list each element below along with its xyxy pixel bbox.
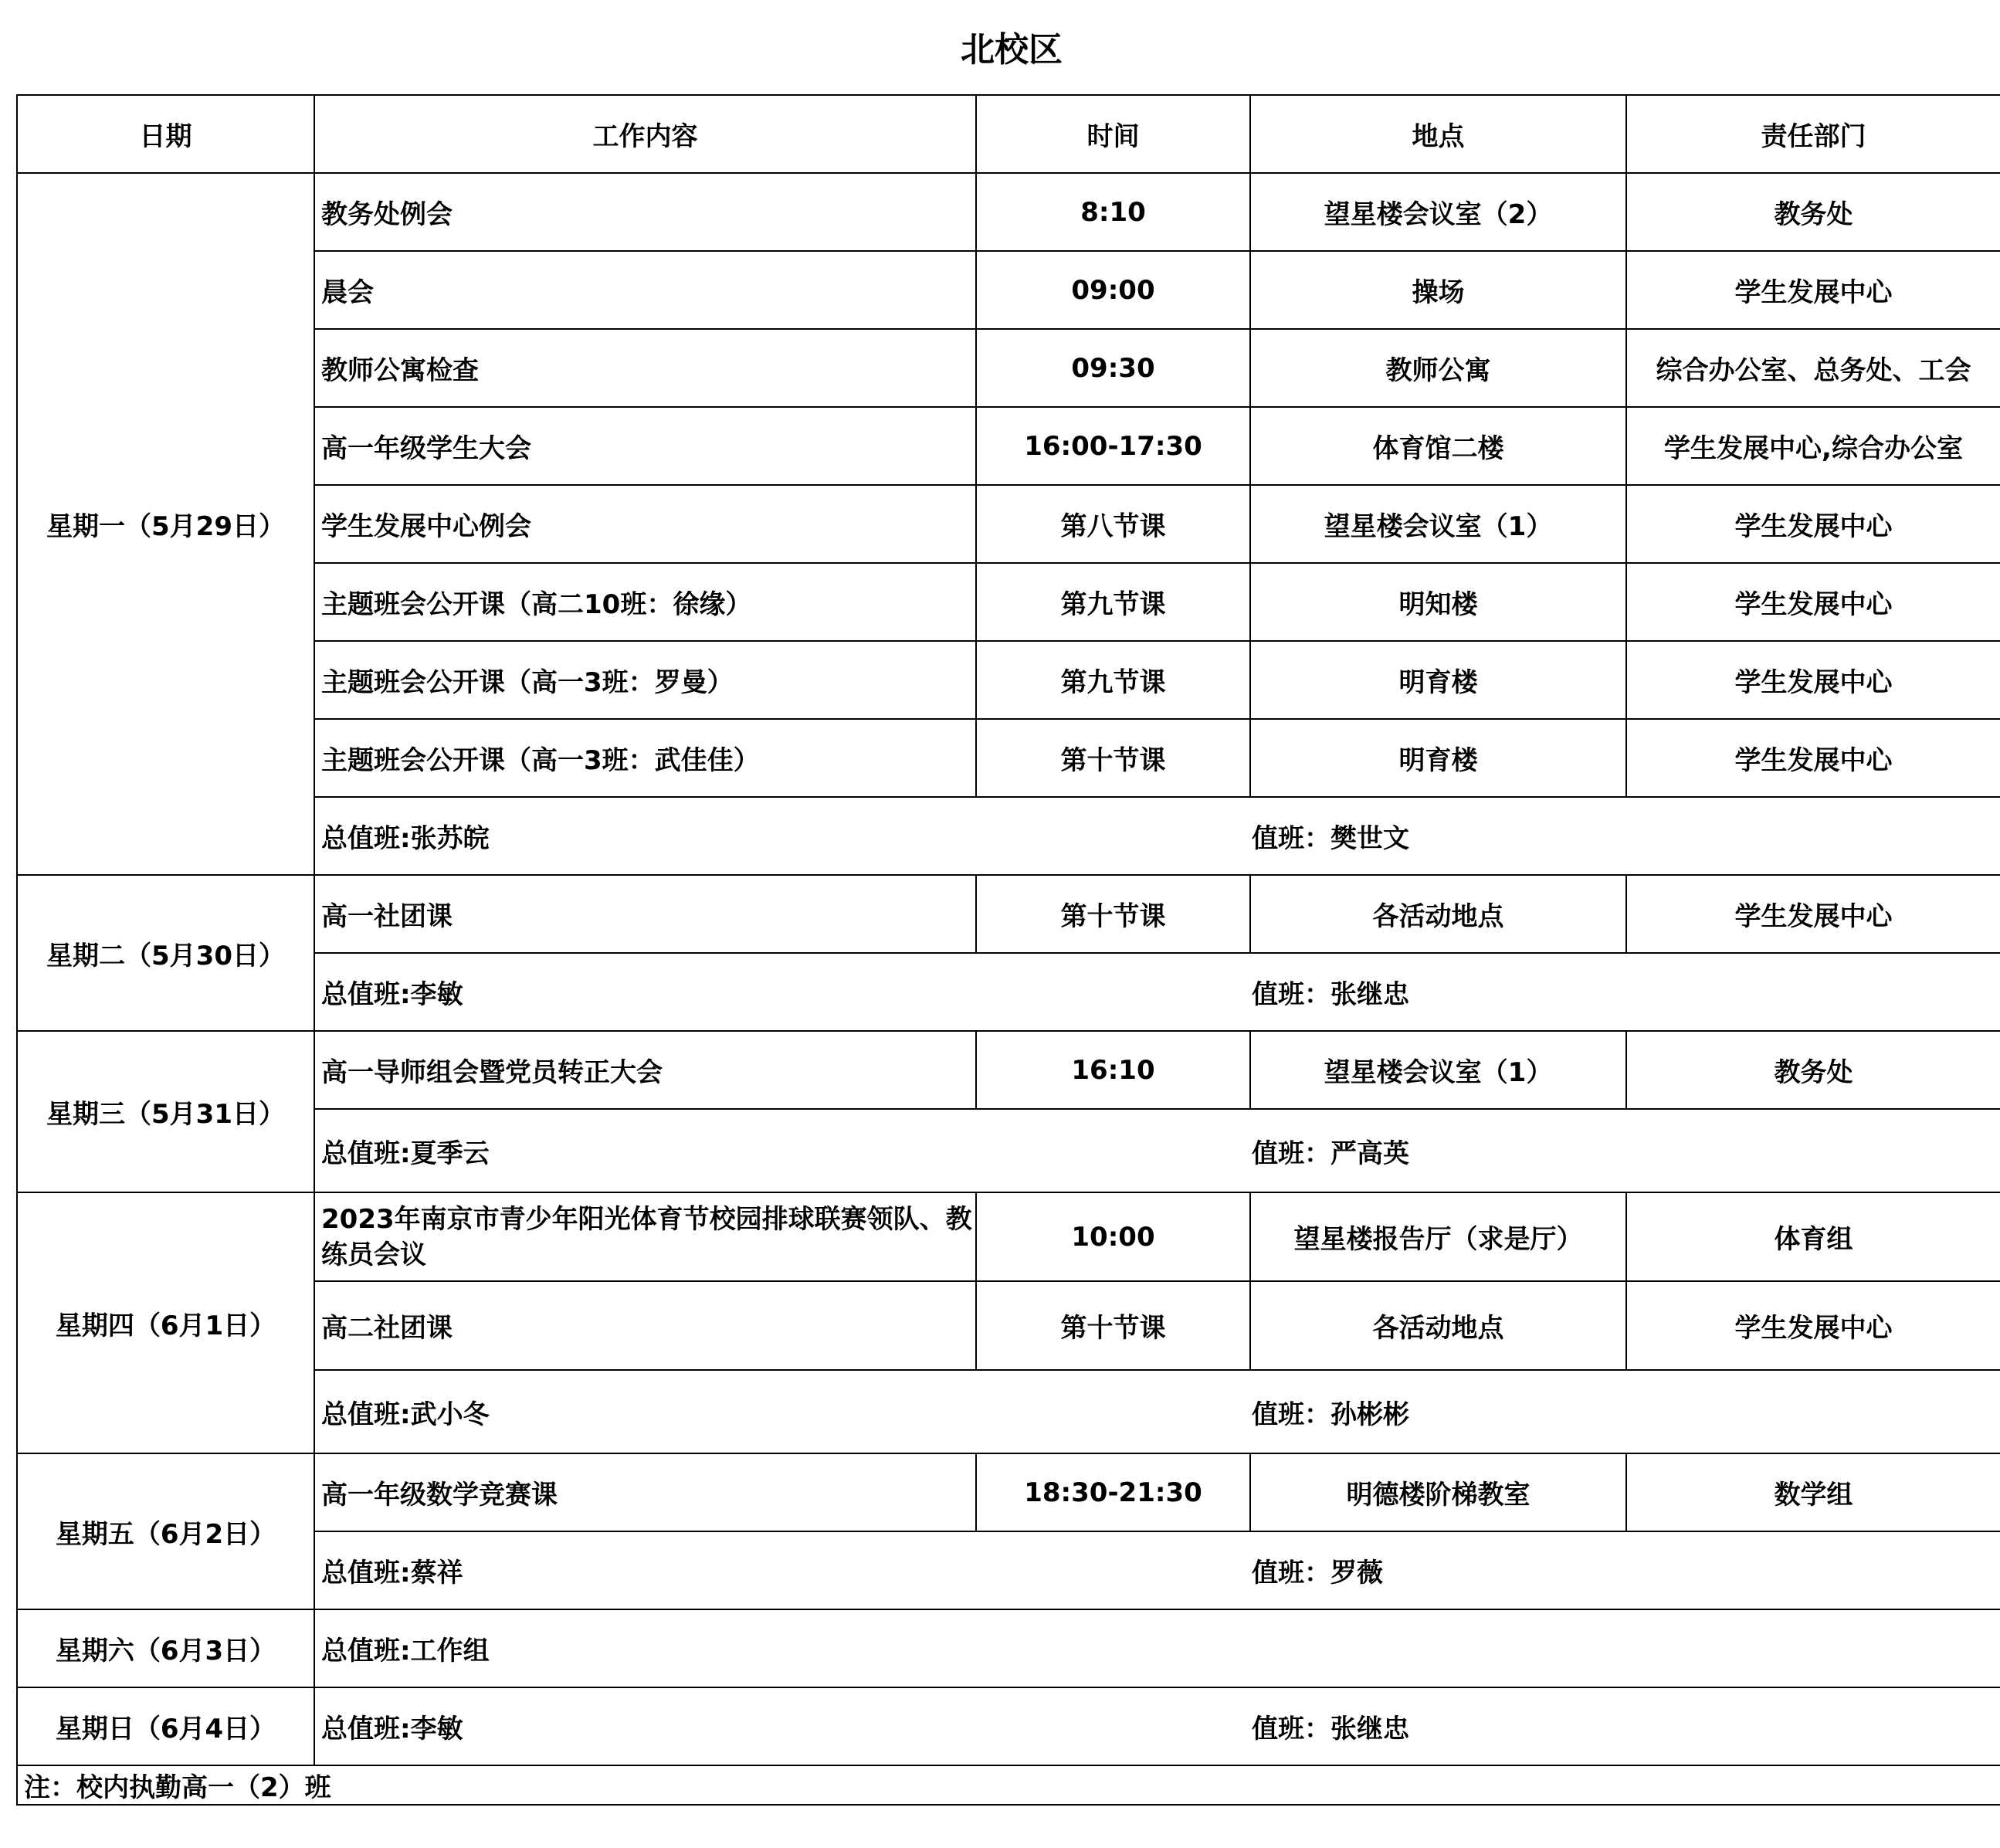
- work-content: 高一年级数学竞赛课: [314, 1453, 976, 1531]
- time-cell: 第十节课: [976, 875, 1250, 953]
- place-cell: 明育楼: [1250, 719, 1626, 797]
- place-cell: 各活动地点: [1250, 875, 1626, 953]
- place-cell: 教师公寓: [1250, 329, 1626, 407]
- dept-cell: 学生发展中心: [1626, 719, 2000, 797]
- place-cell: 明知楼: [1250, 563, 1626, 641]
- day-label: 星期三（5月31日）: [17, 1031, 314, 1192]
- work-content: 高一年级学生大会: [314, 407, 976, 485]
- dept-cell: 教务处: [1626, 173, 2000, 251]
- duty-chief: 总值班:蔡祥: [321, 1558, 463, 1589]
- dept-cell: 综合办公室、总务处、工会: [1626, 329, 2000, 407]
- duty-chief: 总值班:李敏: [321, 1714, 463, 1745]
- table-row: [17, 251, 2000, 329]
- dept-cell: 学生发展中心: [1626, 1281, 2000, 1370]
- header-time: 时间: [976, 95, 1250, 173]
- duty-cell: [314, 1370, 2000, 1453]
- duty-chief: 总值班:夏季云: [321, 1138, 490, 1169]
- dept-cell: 教务处: [1626, 1031, 2000, 1109]
- duty-staff: 值班：张继忠: [1252, 979, 1409, 1010]
- table-row: [17, 875, 2000, 953]
- dept-cell: 学生发展中心: [1626, 485, 2000, 563]
- work-content: 教务处例会: [314, 173, 976, 251]
- time-cell: 16:00-17:30: [976, 407, 1250, 485]
- schedule-table: [16, 94, 2000, 1806]
- dept-cell: 体育组: [1626, 1192, 2000, 1281]
- header-content: 工作内容: [314, 95, 976, 173]
- duty-cell: [314, 1687, 2000, 1765]
- table-row: [17, 1031, 2000, 1109]
- note-row: [17, 1765, 2000, 1805]
- header-row: [17, 95, 2000, 173]
- duty-chief: 总值班:武小冬: [321, 1399, 490, 1430]
- note: 注：校内执勤高一（2）班: [17, 1765, 2000, 1805]
- header-place: 地点: [1250, 95, 1626, 173]
- table-row: [17, 173, 2000, 251]
- place-cell: 操场: [1250, 251, 1626, 329]
- time-cell: 18:30-21:30: [976, 1453, 1250, 1531]
- time-cell: 09:00: [976, 251, 1250, 329]
- dept-cell: 学生发展中心: [1626, 563, 2000, 641]
- duty-chief: 总值班:张苏皖: [321, 823, 490, 854]
- page-title: 北校区: [961, 30, 1063, 70]
- day-label: 星期日（6月4日）: [17, 1687, 314, 1765]
- work-content: 主题班会公开课（高一3班：罗曼）: [314, 641, 976, 719]
- duty-cell: [314, 1109, 2000, 1192]
- place-cell: 望星楼会议室（2）: [1250, 173, 1626, 251]
- table-row: [17, 1453, 2000, 1531]
- duty-staff: 值班：樊世文: [1252, 823, 1409, 854]
- day-label: 星期二（5月30日）: [17, 875, 314, 1031]
- duty-staff: 值班：张继忠: [1252, 1714, 1409, 1745]
- duty-staff: 值班：严高英: [1252, 1138, 1409, 1169]
- table-row: [17, 1192, 2000, 1281]
- table-row: [17, 485, 2000, 563]
- place-cell: 望星楼报告厅（求是厅）: [1250, 1192, 1626, 1281]
- header-dept: 责任部门: [1626, 95, 2000, 173]
- time-cell: 第九节课: [976, 641, 1250, 719]
- time-cell: 8:10: [976, 173, 1250, 251]
- duty-row: [17, 1109, 2000, 1192]
- work-content: 教师公寓检查: [314, 329, 976, 407]
- dept-cell: 学生发展中心: [1626, 641, 2000, 719]
- duty-staff: 值班：罗薇: [1252, 1558, 1383, 1589]
- table-row: [17, 563, 2000, 641]
- day-label: 星期一（5月29日）: [17, 173, 314, 875]
- duty-chief: 总值班:李敏: [321, 979, 463, 1010]
- duty-row: [17, 797, 2000, 875]
- work-content: 高二社团课: [314, 1281, 976, 1370]
- work-content: 2023年南京市青少年阳光体育节校园排球联赛领队、教练员会议: [314, 1192, 976, 1281]
- table-row: [17, 407, 2000, 485]
- work-content: 高一导师组会暨党员转正大会: [314, 1031, 976, 1109]
- dept-cell: 学生发展中心: [1626, 875, 2000, 953]
- time-cell: 09:30: [976, 329, 1250, 407]
- work-content: 主题班会公开课（高一3班：武佳佳）: [314, 719, 976, 797]
- time-cell: 第八节课: [976, 485, 1250, 563]
- day-label: 星期五（6月2日）: [17, 1453, 314, 1609]
- work-content: 高一社团课: [314, 875, 976, 953]
- place-cell: 望星楼会议室（1）: [1250, 485, 1626, 563]
- duty-row: [17, 953, 2000, 1031]
- day-label: 星期四（6月1日）: [17, 1192, 314, 1453]
- table-row: [17, 329, 2000, 407]
- dept-cell: 学生发展中心,综合办公室: [1626, 407, 2000, 485]
- work-content: 晨会: [314, 251, 976, 329]
- time-cell: 第九节课: [976, 563, 1250, 641]
- time-cell: 16:10: [976, 1031, 1250, 1109]
- duty-cell: [314, 1609, 2000, 1687]
- place-cell: 望星楼会议室（1）: [1250, 1031, 1626, 1109]
- place-cell: 明育楼: [1250, 641, 1626, 719]
- duty-row: [17, 1531, 2000, 1609]
- table-row: [17, 1281, 2000, 1370]
- duty-cell: [314, 953, 2000, 1031]
- duty-row: [17, 1370, 2000, 1453]
- day-label: 星期六（6月3日）: [17, 1609, 314, 1687]
- place-cell: 各活动地点: [1250, 1281, 1626, 1370]
- work-content: 学生发展中心例会: [314, 485, 976, 563]
- time-cell: 第十节课: [976, 719, 1250, 797]
- header-date: 日期: [17, 95, 314, 173]
- dept-cell: 数学组: [1626, 1453, 2000, 1531]
- duty-cell: [314, 797, 2000, 875]
- duty-row: [17, 1687, 2000, 1765]
- duty-chief: 总值班:工作组: [321, 1636, 490, 1667]
- place-cell: 体育馆二楼: [1250, 407, 1626, 485]
- table-row: [17, 719, 2000, 797]
- dept-cell: 学生发展中心: [1626, 251, 2000, 329]
- table-row: [17, 641, 2000, 719]
- place-cell: 明德楼阶梯教室: [1250, 1453, 1626, 1531]
- duty-row: [17, 1609, 2000, 1687]
- duty-cell: [314, 1531, 2000, 1609]
- duty-staff: 值班：孙彬彬: [1252, 1399, 1409, 1430]
- time-cell: 第十节课: [976, 1281, 1250, 1370]
- time-cell: 10:00: [976, 1192, 1250, 1281]
- work-content: 主题班会公开课（高二10班：徐缘）: [314, 563, 976, 641]
